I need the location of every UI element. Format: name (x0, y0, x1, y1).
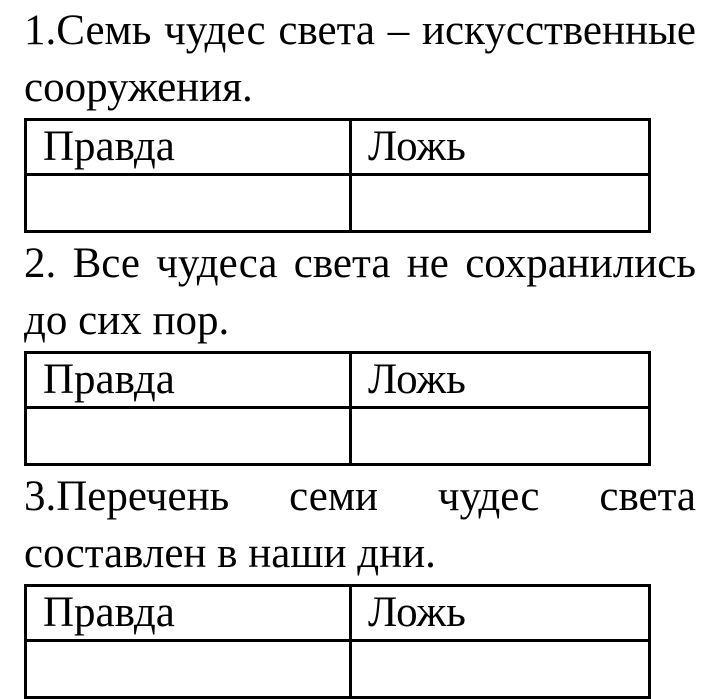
answer-input-row (26, 175, 650, 232)
question-1 (24, 0, 696, 233)
option-false-label: Ложь (351, 353, 650, 408)
option-false-label: Ложь (351, 586, 650, 641)
answer-input-row (26, 641, 650, 698)
option-true-label: Правда (26, 353, 351, 408)
option-false-label: Ложь (351, 120, 650, 175)
question-2 (24, 233, 696, 466)
answer-header-row (26, 120, 650, 175)
answer-cell-true[interactable] (26, 408, 351, 465)
answer-cell-false[interactable] (351, 175, 650, 232)
question-statement: 1.Семь чудес света – искусственные сооружения. (24, 7, 696, 111)
answer-table (24, 584, 651, 699)
answer-cell-true[interactable] (26, 641, 351, 698)
question-statement: 2. Все чудеса света не сохранились до сих пор. (24, 240, 696, 344)
answer-header-row (26, 353, 650, 408)
answer-cell-false[interactable] (351, 641, 650, 698)
question-3 (24, 466, 696, 699)
option-true-label: Правда (26, 586, 351, 641)
option-true-label: Правда (26, 120, 351, 175)
answer-table (24, 351, 651, 466)
answer-cell-false[interactable] (351, 408, 650, 465)
answer-cell-true[interactable] (26, 175, 351, 232)
answer-header-row (26, 586, 650, 641)
answer-input-row (26, 408, 650, 465)
answer-table (24, 118, 651, 233)
quiz-worksheet (24, 0, 696, 699)
question-statement: 3.Перечень семи чудес света составлен в наши дни. (24, 473, 696, 577)
